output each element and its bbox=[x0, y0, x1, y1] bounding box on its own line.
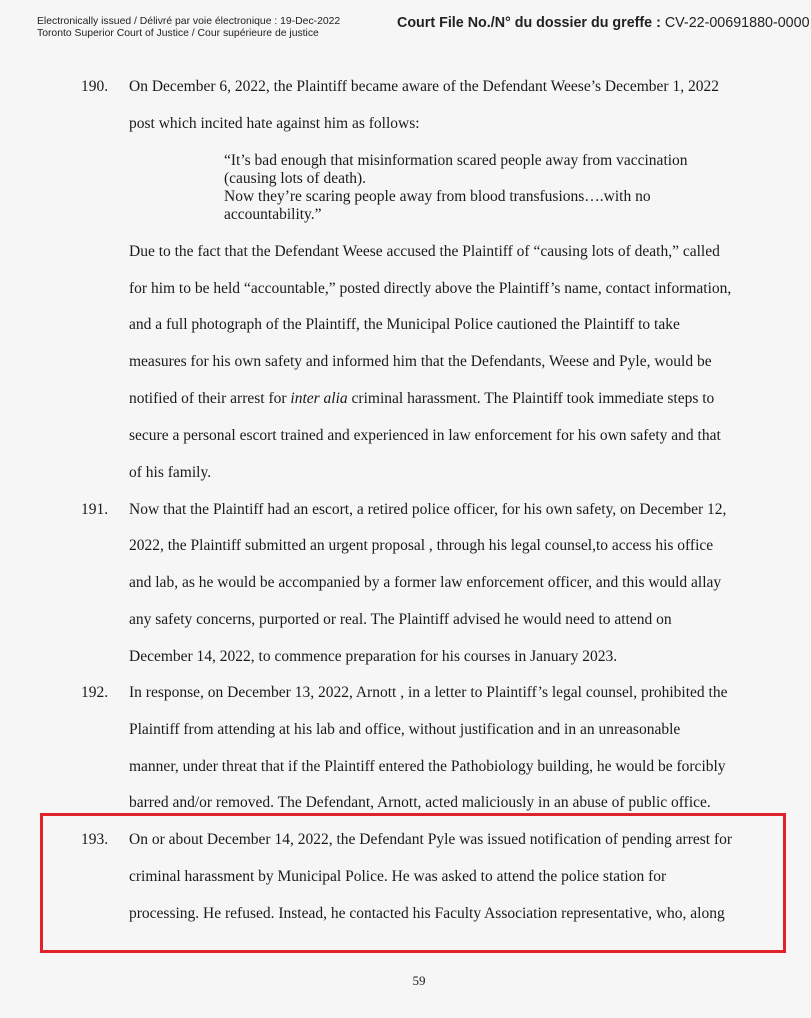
paragraph-line-with-italic bbox=[129, 390, 714, 408]
paragraph-line: Plaintiff from attending at his lab and office, without justification and in an unreasonable bbox=[129, 721, 681, 738]
quote-line: accountability.” bbox=[224, 206, 322, 223]
paragraph-number: 191. bbox=[81, 501, 109, 518]
paragraph-line: December 14, 2022, to commence preparation for his courses in January 2023. bbox=[129, 648, 618, 665]
paragraph-number: 190. bbox=[81, 78, 109, 95]
court-file-label: Court File No./N° du dossier du greffe : bbox=[397, 15, 661, 31]
court-file-number: CV-22-00691880-0000 bbox=[664, 15, 810, 31]
latin-term: inter alia bbox=[290, 390, 348, 407]
court-file-header bbox=[397, 15, 810, 31]
paragraph-line: and a full photograph of the Plaintiff, the Municipal Police cautioned the Plaintiff to take bbox=[129, 316, 680, 333]
paragraph-number: 193. bbox=[81, 831, 109, 848]
paragraph-line: Now that the Plaintiff had an escort, a retired police officer, for his own safety, on December 12, bbox=[129, 501, 727, 518]
paragraph-line: post which incited hate against him as follows: bbox=[129, 115, 420, 132]
paragraph-line: secure a personal escort trained and experienced in law enforcement for his own safety and that bbox=[129, 427, 721, 444]
quote-line: Now they’re scaring people away from blood transfusions….with no bbox=[224, 188, 651, 205]
paragraph-line: for him to be held “accountable,” posted directly above the Plaintiff’s name, contact information, bbox=[129, 280, 732, 297]
e-filing-stamp-line1: Electronically issued / Délivré par voie électronique : 19-Dec-2022 bbox=[37, 16, 341, 27]
line-text: criminal harassment. The Plaintiff took immediate steps to bbox=[347, 390, 715, 407]
paragraph-line: processing. He refused. Instead, he contacted his Faculty Association representative, who, along bbox=[129, 905, 725, 922]
paragraph-number: 192. bbox=[81, 684, 109, 701]
paragraph-line: On December 6, 2022, the Plaintiff became aware of the Defendant Weese’s December 1, 2022 bbox=[129, 78, 719, 95]
e-filing-stamp bbox=[37, 16, 340, 39]
paragraph-line: In response, on December 13, 2022, Arnott , in a letter to Plaintiff’s legal counsel, prohibited the bbox=[129, 684, 728, 701]
e-filing-stamp-line2: Toronto Superior Court of Justice / Cour supérieure de justice bbox=[37, 27, 319, 39]
paragraph-line: and lab, as he would be accompanied by a former law enforcement officer, and this would allay bbox=[129, 574, 722, 591]
paragraph-line: of his family. bbox=[129, 464, 212, 481]
highlight-box bbox=[40, 813, 786, 953]
paragraph-line: On or about December 14, 2022, the Defendant Pyle was issued notification of pending arrest for bbox=[129, 831, 733, 848]
paragraph-line: criminal harassment by Municipal Police. He was asked to attend the police station for bbox=[129, 868, 667, 885]
page-number: 59 bbox=[412, 973, 426, 988]
paragraph-line: manner, under threat that if the Plaintiff entered the Pathobiology building, he would be forcibly bbox=[129, 758, 726, 775]
quote-line: “It’s bad enough that misinformation scared people away from vaccination bbox=[224, 152, 688, 169]
paragraph-line: barred and/or removed. The Defendant, Arnott, acted maliciously in an abuse of public office. bbox=[129, 794, 711, 811]
paragraph-line: any safety concerns, purported or real. The Plaintiff advised he would need to attend on bbox=[129, 611, 672, 628]
block-quote bbox=[224, 152, 688, 224]
quote-line: (causing lots of death). bbox=[224, 170, 367, 187]
paragraph-line: 2022, the Plaintiff submitted an urgent proposal , through his legal counsel,to access his office bbox=[129, 537, 714, 554]
line-text: notified of their arrest for bbox=[129, 390, 291, 407]
paragraph-line: Due to the fact that the Defendant Weese accused the Plaintiff of “causing lots of death,” called bbox=[129, 243, 720, 260]
paragraph-line: measures for his own safety and informed him that the Defendants, Weese and Pyle, would be bbox=[129, 353, 712, 370]
